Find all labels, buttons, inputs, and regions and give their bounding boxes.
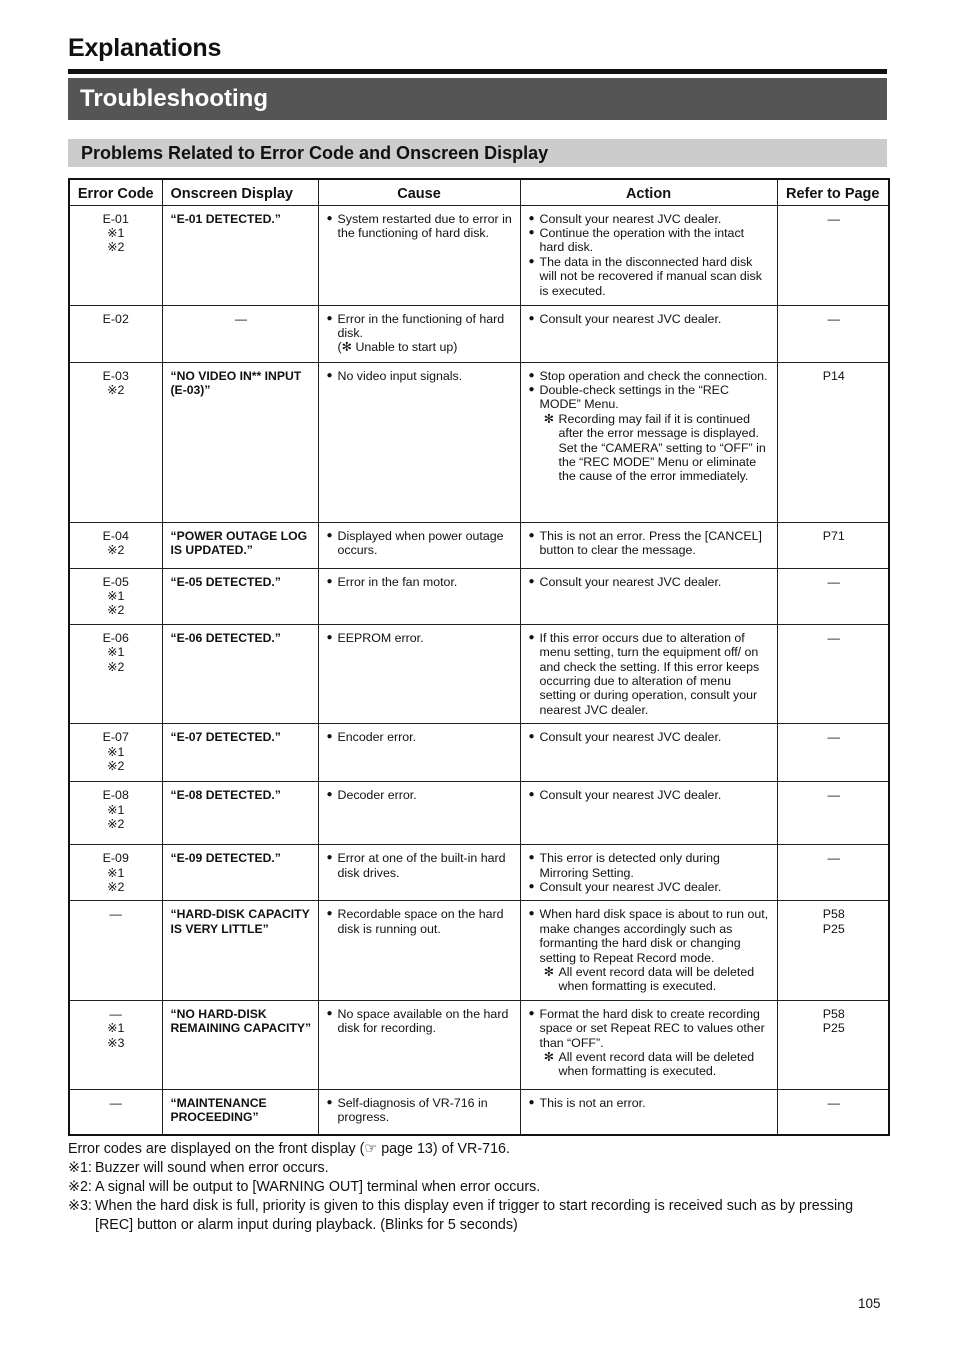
onscreen-display-text: “NO HARD-DISK REMAINING CAPACITY” [170,1006,312,1036]
bullet-item [327,851,514,880]
bullet-item [529,383,771,412]
bullet-icon: ● [528,789,535,801]
cause-cell [318,362,520,522]
bullet-icon: ● [326,731,333,743]
bullet-text [540,255,771,298]
refer-to-page-cell [777,1000,889,1089]
bullet-text-body: No video input signals. [337,368,463,383]
footnote-1 [68,1159,890,1178]
bullet-icon: ● [326,789,333,801]
page-reference: P58 [822,1006,845,1021]
bullet-item [327,312,514,355]
bullet-item [327,788,514,802]
asterisk-icon: ✻ [543,411,555,426]
bullet-text [540,369,771,383]
bullet-text-body: Decoder error. [337,788,417,803]
asterisk-icon: ✻ [543,1050,555,1065]
bullet-text-body: Double-check settings in the “REC MODE” Menu. [539,382,729,412]
bullet-text [338,631,514,645]
bullet-text-body: If this error occurs due to alteration of menu setting, turn the equipment off/ on and check the setting. If this error keeps occurring due to alteration of menu setting or during operation, consult your nearest JVC dealer. [539,630,760,717]
note-mark: ※1 [107,645,125,660]
error-code-cell [69,624,162,723]
bullet-text-body: This is not an error. Press the [CANCEL] button to clear the message. [539,528,762,557]
bullet-text-body: Consult your nearest JVC dealer. [539,730,722,745]
bullet-icon: ● [528,880,535,892]
bullet-text-body: Recordable space on the hard disk is running out. [337,907,504,936]
error-code-cell [69,522,162,568]
error-code-cell [69,901,162,1000]
header-action: Action [520,179,777,205]
bullet-icon: ● [528,212,535,224]
bullet-text [540,631,771,717]
bullet-text [540,1007,771,1050]
bullet-icon: ● [326,1007,333,1019]
bullet-icon: ● [528,226,535,238]
bullet-item [529,631,771,717]
error-code-cell [69,305,162,362]
bullet-text [540,383,771,412]
bullet-item [327,212,514,241]
error-code: E-05 [102,574,129,589]
page-reference: — [827,851,840,866]
bullet-item [529,575,771,589]
header-refer-to-page: Refer to Page [777,179,889,205]
table-row [69,1089,889,1135]
bullet-item [529,730,771,744]
bullet-icon: ● [528,575,535,587]
action-cell [520,568,777,624]
error-code: — [109,907,122,922]
error-code: E-04 [102,528,129,543]
bullet-item [327,730,514,744]
error-code: E-07 [102,730,129,745]
page-reference: — [827,311,840,326]
onscreen-display-cell [162,845,318,901]
cause-cell [318,1000,520,1089]
refer-to-page-cell [777,362,889,522]
table-header-row [69,179,889,205]
action-cell [520,1000,777,1089]
action-cell [520,1089,777,1135]
bullet-item [529,788,771,802]
bullet-item [529,226,771,255]
page-reference: — [827,630,840,645]
note-mark: ※1 [107,225,125,240]
bullet-item [327,369,514,383]
bullet-text-body: This error is detected only during Mirroring Setting. [539,851,720,880]
bullet-text-body: Consult your nearest JVC dealer. [539,788,722,803]
bullet-text-body: System restarted due to error in the functioning of hard disk. [337,211,512,240]
bullet-icon: ● [528,731,535,743]
onscreen-display-text: “E-01 DETECTED.” [170,211,281,226]
cause-cell [318,305,520,362]
bullet-text-body: Consult your nearest JVC dealer. [539,879,722,894]
bullet-item [529,312,771,326]
refer-to-page-cell [777,845,889,901]
bullet-text-body: Consult your nearest JVC dealer. [539,574,722,589]
bullet-text [338,212,514,241]
action-cell [520,362,777,522]
bullet-text [540,730,771,744]
bullet-icon: ● [528,312,535,324]
bullet-text-body: Consult your nearest JVC dealer. [539,211,722,226]
error-code-cell [69,1089,162,1135]
subsection-title: Problems Related to Error Code and Onscreen Display [68,139,887,167]
bullet-text [540,1096,771,1110]
note-mark: ※1 [107,802,125,817]
footnote-text: When the hard disk is full, priority is given to this display even if trigger to start recording is received such as by pressing [REC] button or alarm input during playback. (Blinks for 5 seconds) [95,1198,854,1233]
onscreen-display-text: “E-09 DETECTED.” [170,851,281,866]
bullet-icon: ● [528,631,535,643]
note-mark: ※2 [107,816,125,831]
error-code: E-06 [102,630,129,645]
cause-cell [318,205,520,305]
bullet-item [327,1096,514,1125]
error-code-cell [69,1000,162,1089]
section-title: Explanations [68,34,222,62]
refer-to-page-cell [777,305,889,362]
footnote-intro: Error codes are displayed on the front display (☞ page 13) of VR-716. [68,1141,510,1157]
note-mark: ※1 [107,1021,125,1036]
action-cell [520,845,777,901]
bullet-text-body: Displayed when power outage occurs. [337,528,504,557]
header-error-code: Error Code [69,179,162,205]
onscreen-display-text: “E-05 DETECTED.” [170,574,281,589]
footnote-2 [68,1178,890,1197]
bullet-item [529,851,771,880]
note-mark: ※1 [107,865,125,880]
bullet-text [338,529,514,558]
footnote-mark: ※1: [68,1160,92,1176]
bullet-icon: ● [528,1007,535,1019]
onscreen-display-cell [162,362,318,522]
note-text: All event record data will be deleted when formatting is executed. [558,1050,755,1079]
onscreen-display-text: “HARD-DISK CAPACITY IS VERY LITTLE” [170,907,310,936]
onscreen-display-cell [162,901,318,1000]
footnote-text: Buzzer will sound when error occurs. [95,1160,329,1176]
page-reference: P14 [822,368,845,383]
error-code-cell [69,205,162,305]
error-code-cell [69,845,162,901]
onscreen-display-cell [162,782,318,845]
page-reference: — [827,788,840,803]
bullet-item [529,907,771,965]
error-code: E-03 [102,368,129,383]
action-cell [520,782,777,845]
bullet-text-body: Error in the functioning of hard disk. [337,311,505,340]
bullet-text [540,788,771,802]
onscreen-display-text: “E-08 DETECTED.” [170,788,281,803]
header-cause: Cause [318,179,520,205]
table-row [69,624,889,723]
bullet-text [338,907,514,936]
page-reference: — [827,730,840,745]
bullet-text-body: This is not an error. [539,1095,646,1110]
bullet-icon: ● [528,369,535,381]
error-code: — [109,1006,122,1021]
note-mark: ※3 [107,1035,125,1050]
footnote-3 [68,1197,890,1235]
note-item [529,965,771,994]
refer-to-page-cell [777,724,889,782]
onscreen-display-text: — [234,311,248,326]
bullet-icon: ● [326,575,333,587]
bullet-item [327,631,514,645]
note-item [529,1050,771,1079]
action-cell [520,205,777,305]
table-row [69,901,889,1000]
action-cell [520,901,777,1000]
onscreen-display-cell [162,568,318,624]
note-text: Recording may fail if it is continued after the error message is displayed. Set the “CAMERA” setting to “OFF” in the “REC MODE” Menu or eliminate the cause of the error immediately. [558,411,766,484]
bullet-text [540,907,771,965]
onscreen-display-cell [162,305,318,362]
page-number: 105 [858,1296,881,1311]
note-mark: ※2 [107,659,125,674]
refer-to-page-cell [777,205,889,305]
error-code-cell [69,568,162,624]
refer-to-page-cell [777,782,889,845]
error-code-cell [69,724,162,782]
error-code-table [68,178,890,1136]
error-code: E-08 [102,788,129,803]
page-reference: P25 [822,1021,845,1036]
refer-to-page-cell [777,624,889,723]
error-code: E-01 [102,211,129,226]
bullet-text [338,788,514,802]
bullet-item [327,529,514,558]
bullet-icon: ● [326,908,333,920]
action-cell [520,522,777,568]
table-row [69,845,889,901]
bullet-item [529,529,771,558]
bullet-item [529,212,771,226]
onscreen-display-text: “POWER OUTAGE LOG IS UPDATED.” [170,528,308,557]
bullet-icon: ● [326,631,333,643]
bullet-icon: ● [326,312,333,324]
note-mark: ※2 [107,879,125,894]
footnotes [68,1140,890,1235]
bullet-text-body: When hard disk space is about to run out, make changes accordingly such as formanting the hard disk or changing setting to Repeat Record mode. [539,907,769,965]
onscreen-display-cell [162,522,318,568]
cause-cell [318,1089,520,1135]
onscreen-display-cell [162,1089,318,1135]
note-mark: ※2 [107,758,125,773]
bullet-text [540,312,771,326]
action-cell [520,305,777,362]
footnote-mark: ※2: [68,1179,92,1195]
bullet-text-body: Stop operation and check the connection. [539,368,768,383]
bullet-text [338,369,514,383]
cause-cell [318,845,520,901]
onscreen-display-cell [162,205,318,305]
bullet-icon: ● [528,383,535,395]
refer-to-page-cell [777,901,889,1000]
bullet-text-body: Consult your nearest JVC dealer. [539,311,722,326]
bullet-text [338,851,514,880]
note-mark: ※2 [107,382,125,397]
bullet-icon: ● [528,908,535,920]
bullet-text [338,575,514,589]
bullet-icon: ● [528,529,535,541]
cause-cell [318,782,520,845]
table-row [69,724,889,782]
bullet-extra: (✻ Unable to start up) [337,340,458,355]
footnote-mark: ※3: [68,1198,92,1214]
bullet-icon: ● [326,1096,333,1108]
note-mark: ※1 [107,744,125,759]
table-row [69,362,889,522]
bullet-item [327,1007,514,1036]
note-mark: ※2 [107,603,125,618]
bullet-text [540,212,771,226]
bullet-text [338,730,514,744]
bullet-item [529,880,771,894]
cause-cell [318,901,520,1000]
banner-title: Troubleshooting [68,78,887,120]
bullet-item [529,255,771,298]
bullet-text [540,529,771,558]
bullet-text-body: EEPROM error. [337,630,424,645]
bullet-text-body: Encoder error. [337,730,417,745]
action-cell [520,624,777,723]
header-onscreen-display: Onscreen Display [162,179,318,205]
bullet-text-body: Format the hard disk to create recording space or set Repeat REC to values other than “OFF”. [539,1006,765,1050]
table-row [69,522,889,568]
asterisk-icon: ✻ [543,965,555,979]
onscreen-display-text: “MAINTENANCE PROCEEDING” [170,1095,267,1125]
bullet-text [540,575,771,589]
page-reference: — [827,574,840,589]
bullet-item [529,1007,771,1050]
error-code: E-02 [102,311,129,326]
bullet-text-body: Self-diagnosis of VR-716 in progress. [337,1095,488,1125]
table-row [69,568,889,624]
table-row [69,1000,889,1089]
refer-to-page-cell [777,1089,889,1135]
table-row [69,305,889,362]
bullet-item [529,369,771,383]
bullet-text [540,851,771,880]
bullet-icon: ● [326,852,333,864]
refer-to-page-cell [777,522,889,568]
refer-to-page-cell [777,568,889,624]
table-row [69,782,889,845]
bullet-text-body: No space available on the hard disk for recording. [337,1006,509,1036]
onscreen-display-cell [162,624,318,723]
cause-cell [318,624,520,723]
cause-cell [318,568,520,624]
bullet-text-body: The data in the disconnected hard disk will not be recovered if manual scan disk is executed. [539,254,762,298]
bullet-icon: ● [528,852,535,864]
onscreen-display-cell [162,1000,318,1089]
footnote-text: A signal will be output to [WARNING OUT] terminal when error occurs. [95,1179,541,1195]
error-code-cell [69,782,162,845]
bullet-text [338,1096,514,1125]
error-code: — [109,1095,122,1110]
cause-cell [318,522,520,568]
page-reference: — [827,1095,840,1110]
page-reference: P58 [822,907,845,922]
onscreen-display-cell [162,724,318,782]
note-text: All event record data will be deleted when formatting is executed. [558,965,755,994]
bullet-icon: ● [528,255,535,267]
bullet-item [327,575,514,589]
note-mark: ※2 [107,240,125,255]
bullet-icon: ● [326,529,333,541]
page-reference: P71 [822,528,845,543]
note-mark: ※2 [107,542,125,557]
bullet-text-body: Continue the operation with the intact hard disk. [539,225,745,255]
bullet-icon: ● [326,369,333,381]
onscreen-display-text: “E-06 DETECTED.” [170,630,281,645]
page-reference: — [827,211,840,226]
title-rule [68,69,887,74]
onscreen-display-text: “NO VIDEO IN** INPUT (E-03)” [170,368,302,397]
bullet-text [540,226,771,255]
note-item [529,412,771,484]
table-body [69,205,889,1135]
bullet-icon: ● [528,1096,535,1108]
bullet-text-body: Error in the fan motor. [337,574,458,589]
bullet-item [529,1096,771,1110]
page-reference: P25 [822,921,845,936]
cause-cell [318,724,520,782]
note-mark: ※1 [107,588,125,603]
onscreen-display-text: “E-07 DETECTED.” [170,730,281,745]
table-row [69,205,889,305]
error-code: E-09 [102,851,129,866]
bullet-text [338,1007,514,1036]
bullet-text [338,312,514,355]
bullet-text [540,880,771,894]
error-code-cell [69,362,162,522]
bullet-icon: ● [326,212,333,224]
bullet-item [327,907,514,936]
bullet-text-body: Error at one of the built-in hard disk drives. [337,851,506,880]
action-cell [520,724,777,782]
